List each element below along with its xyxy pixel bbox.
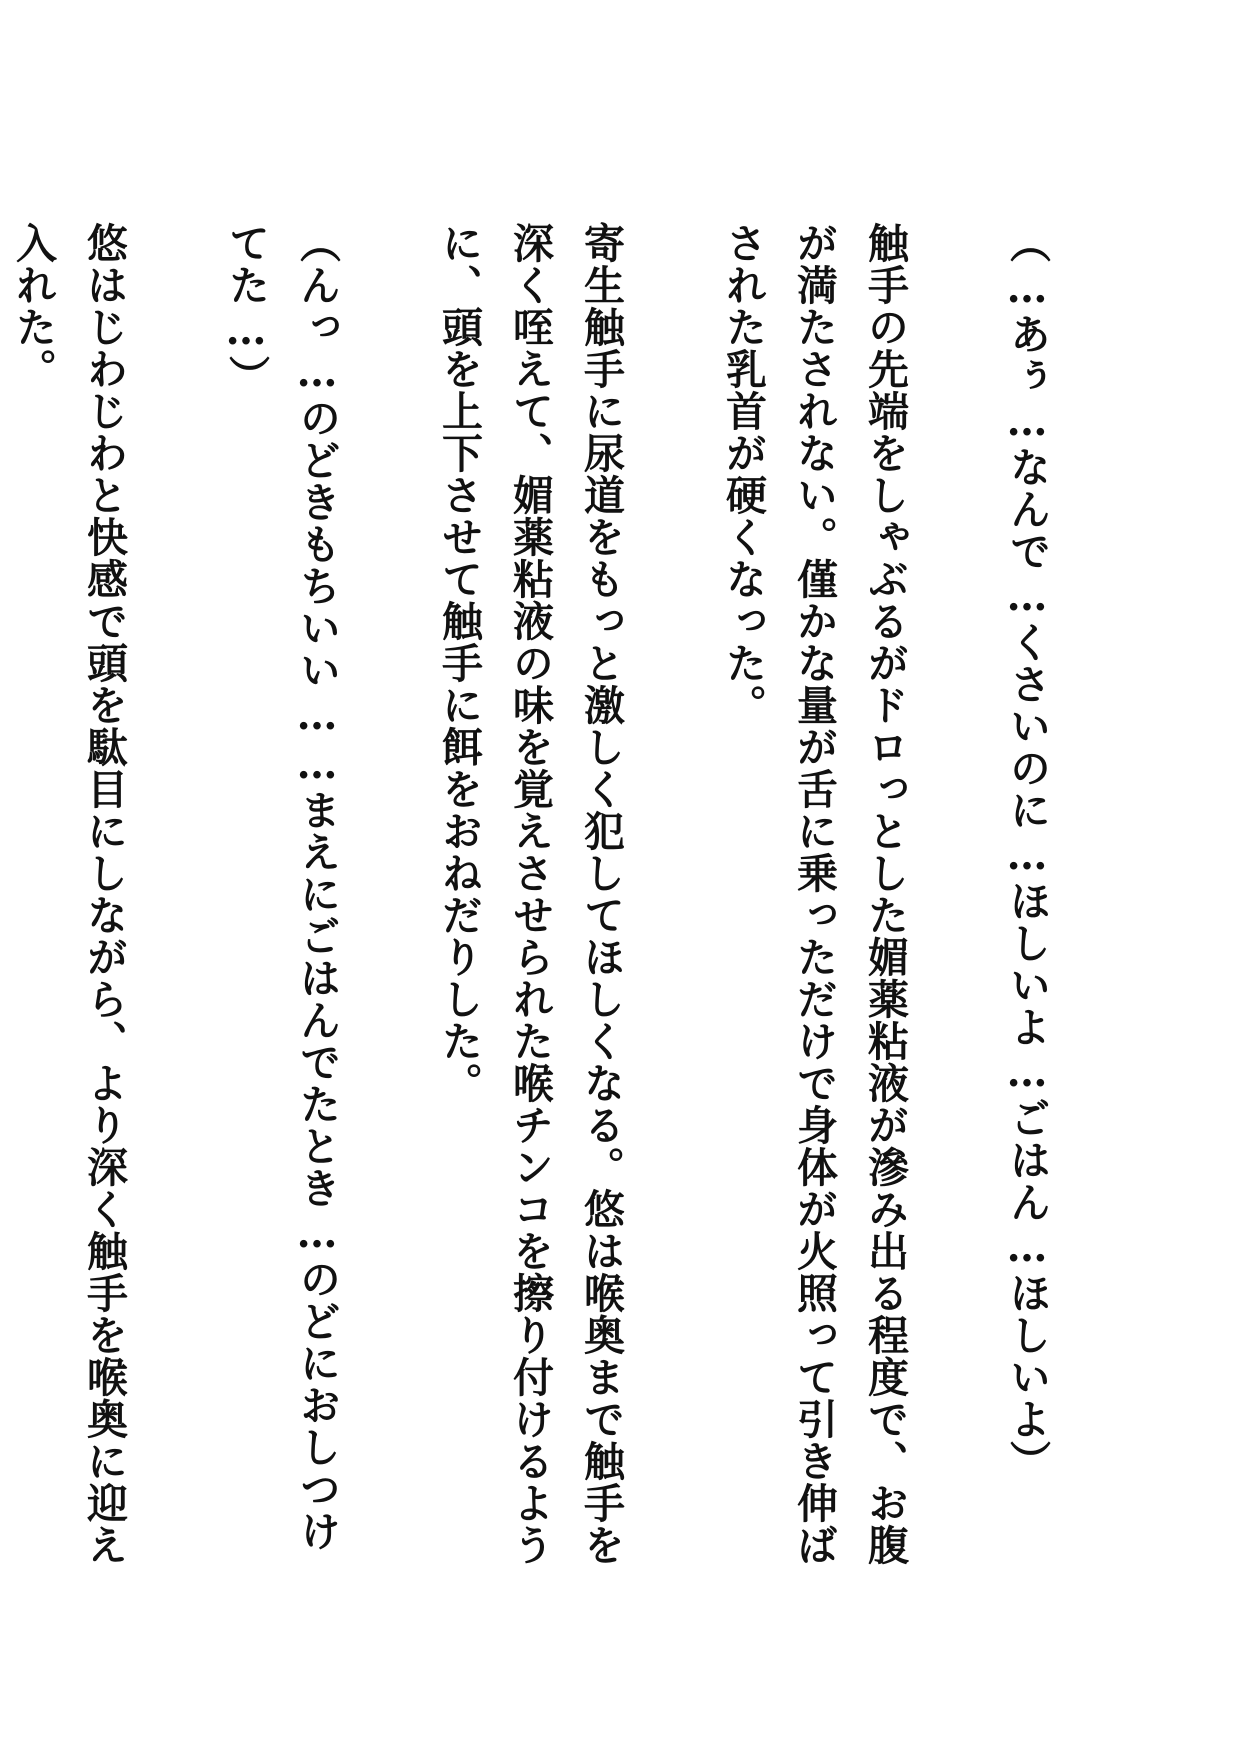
narration-paragraph-1: 触手の先端をしゃぶるがドロっとした媚薬粘液が滲み出る程度で、お腹が満たされない。僅かな量が舌に乗っただけで身体が火照って引き伸ばされた乳首が硬くなった。 — [719, 222, 909, 1566]
paragraph-gap — [139, 222, 210, 1582]
paragraph-gap — [352, 222, 423, 1582]
paragraph-gap — [920, 222, 991, 1582]
narration-paragraph-3: 悠はじわじわと快感で頭を駄目にしながら、より深く触手を喉奥に迎え入れた。 — [9, 222, 128, 1566]
narration-paragraph-2: 寄生触手に尿道をもっと激しく犯してほしくなる。悠は喉奥まで触手を深く咥えて、媚薬粘液の味を覚えさせられた喉チンコを擦り付けるように、頭を上下させて触手に餌をおねだりした。 — [435, 222, 625, 1566]
dialogue-paragraph-2: （んっ…のどきもちいい……まえにごはんでたとき…のどにおしつけてた…） — [222, 222, 341, 1552]
vertical-text-body — [0, 222, 1062, 1582]
dialogue-paragraph-1: （…あぅ…なんで…くさいのに…ほしいよ…ごはん…ほしいよ） — [1003, 222, 1051, 1482]
paragraph-gap — [636, 222, 707, 1582]
